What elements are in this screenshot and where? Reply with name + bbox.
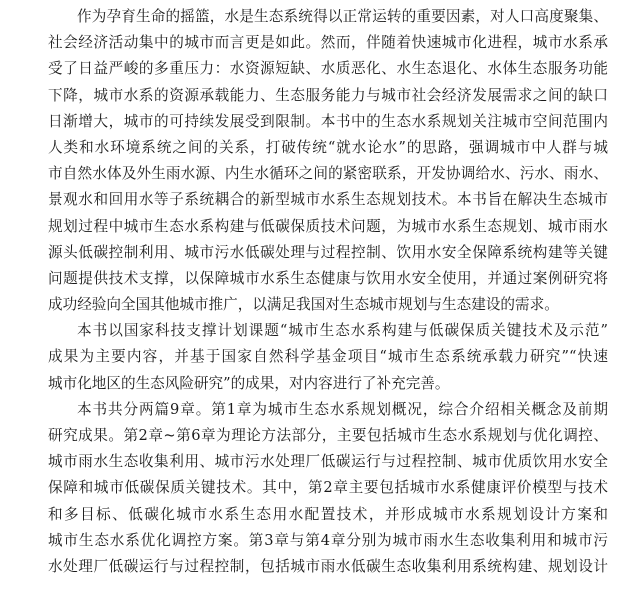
paragraph-line: 成功经验向全国其他城市推广，以满足我国对生态城市规划与生态建设的需求。 bbox=[48, 296, 559, 314]
paragraph-line: 社会经济活动集中的城市而言更是如此。然而，伴随着快速城市化进程，城市水系承 bbox=[48, 34, 608, 52]
paragraph-line: 源头低碳控制利用、城市污水低碳处理与过程控制、饮用水安全保障系统构建等关键 bbox=[48, 243, 608, 261]
paragraph-1 bbox=[48, 4, 608, 318]
paragraph-line: 人类和水环境系统之间的关系，打破传统“就水论水”的思路，强调城市中人群与城 bbox=[48, 138, 608, 156]
paragraph-line: 城市雨水生态收集利用、城市污水处理厂低碳运行与过程控制、城市优质饮用水安全 bbox=[48, 453, 608, 471]
paragraph-line: 城市化地区的生态风险研究”的成果，对内容进行了补充完善。 bbox=[48, 374, 450, 392]
paragraph-line: 作为孕育生命的摇篮，水是生态系统得以正常运转的重要因素，对人口高度聚集、 bbox=[77, 8, 608, 25]
paragraph-line: 规划过程中城市生态水系构建与低碳保质技术问题，为城市水系生态规划、城市雨水 bbox=[48, 217, 608, 235]
paragraph-line: 和多目标、低碳化城市水系生态用水配置技术，并形成城市水系规划设计方案和 bbox=[48, 505, 608, 523]
paragraph-line: 受了日益严峻的多重压力：水资源短缺、水质恶化、水生态退化、水体生态服务功能 bbox=[48, 60, 608, 78]
paragraph-2 bbox=[48, 318, 608, 397]
paragraph-line: 下降，城市水系的资源承载能力、生态服务能力与城市社会经济发展需求之间的缺口 bbox=[48, 86, 608, 104]
paragraph-line: 问题提供技术支撑，以保障城市水系生态健康与饮用水安全使用，并通过案例研究将 bbox=[48, 269, 608, 287]
paragraph-line: 日渐增大，城市的可持续发展受到限制。本书中的生态水系规划关注城市空间范围内 bbox=[48, 112, 608, 130]
paragraph-line: 市自然水体及外生雨水源、内生水循环之间的紧密联系，开发协调给水、污水、雨水、 bbox=[48, 165, 608, 183]
paragraph-line: 研究成果。第2章~第6章为理论方法部分，主要包括城市生态水系规划与优化调控、 bbox=[48, 427, 608, 444]
paragraph-line: 成果为主要内容，并基于国家自然科学基金项目“城市生态系统承载力研究”“快速 bbox=[48, 348, 608, 366]
paragraph-line: 本书共分两篇9章。第1章为城市生态水系规划概况，综合介绍相关概念及前期 bbox=[77, 400, 608, 418]
body-text bbox=[48, 4, 608, 580]
paragraph-line: 保障和城市低碳保质关键技术。其中，第2章主要包括城市水系健康评价模型与技术 bbox=[48, 479, 608, 497]
paragraph-line: 本书以国家科技支撑计划课题“城市生态水系构建与低碳保质关键技术及示范” bbox=[77, 322, 608, 340]
paragraph-3 bbox=[48, 397, 608, 580]
paragraph-line: 水处理厂低碳运行与过程控制，包括城市雨水低碳生态收集利用系统构建、规划设计 bbox=[48, 557, 608, 575]
paragraph-line: 城市生态水系优化调控方案。第3章与第4章分别为城市雨水生态收集利用和城市污 bbox=[48, 531, 608, 549]
paragraph-line: 景观水和回用水等子系统耦合的新型城市水系生态规划技术。本书旨在解决生态城市 bbox=[48, 191, 608, 209]
